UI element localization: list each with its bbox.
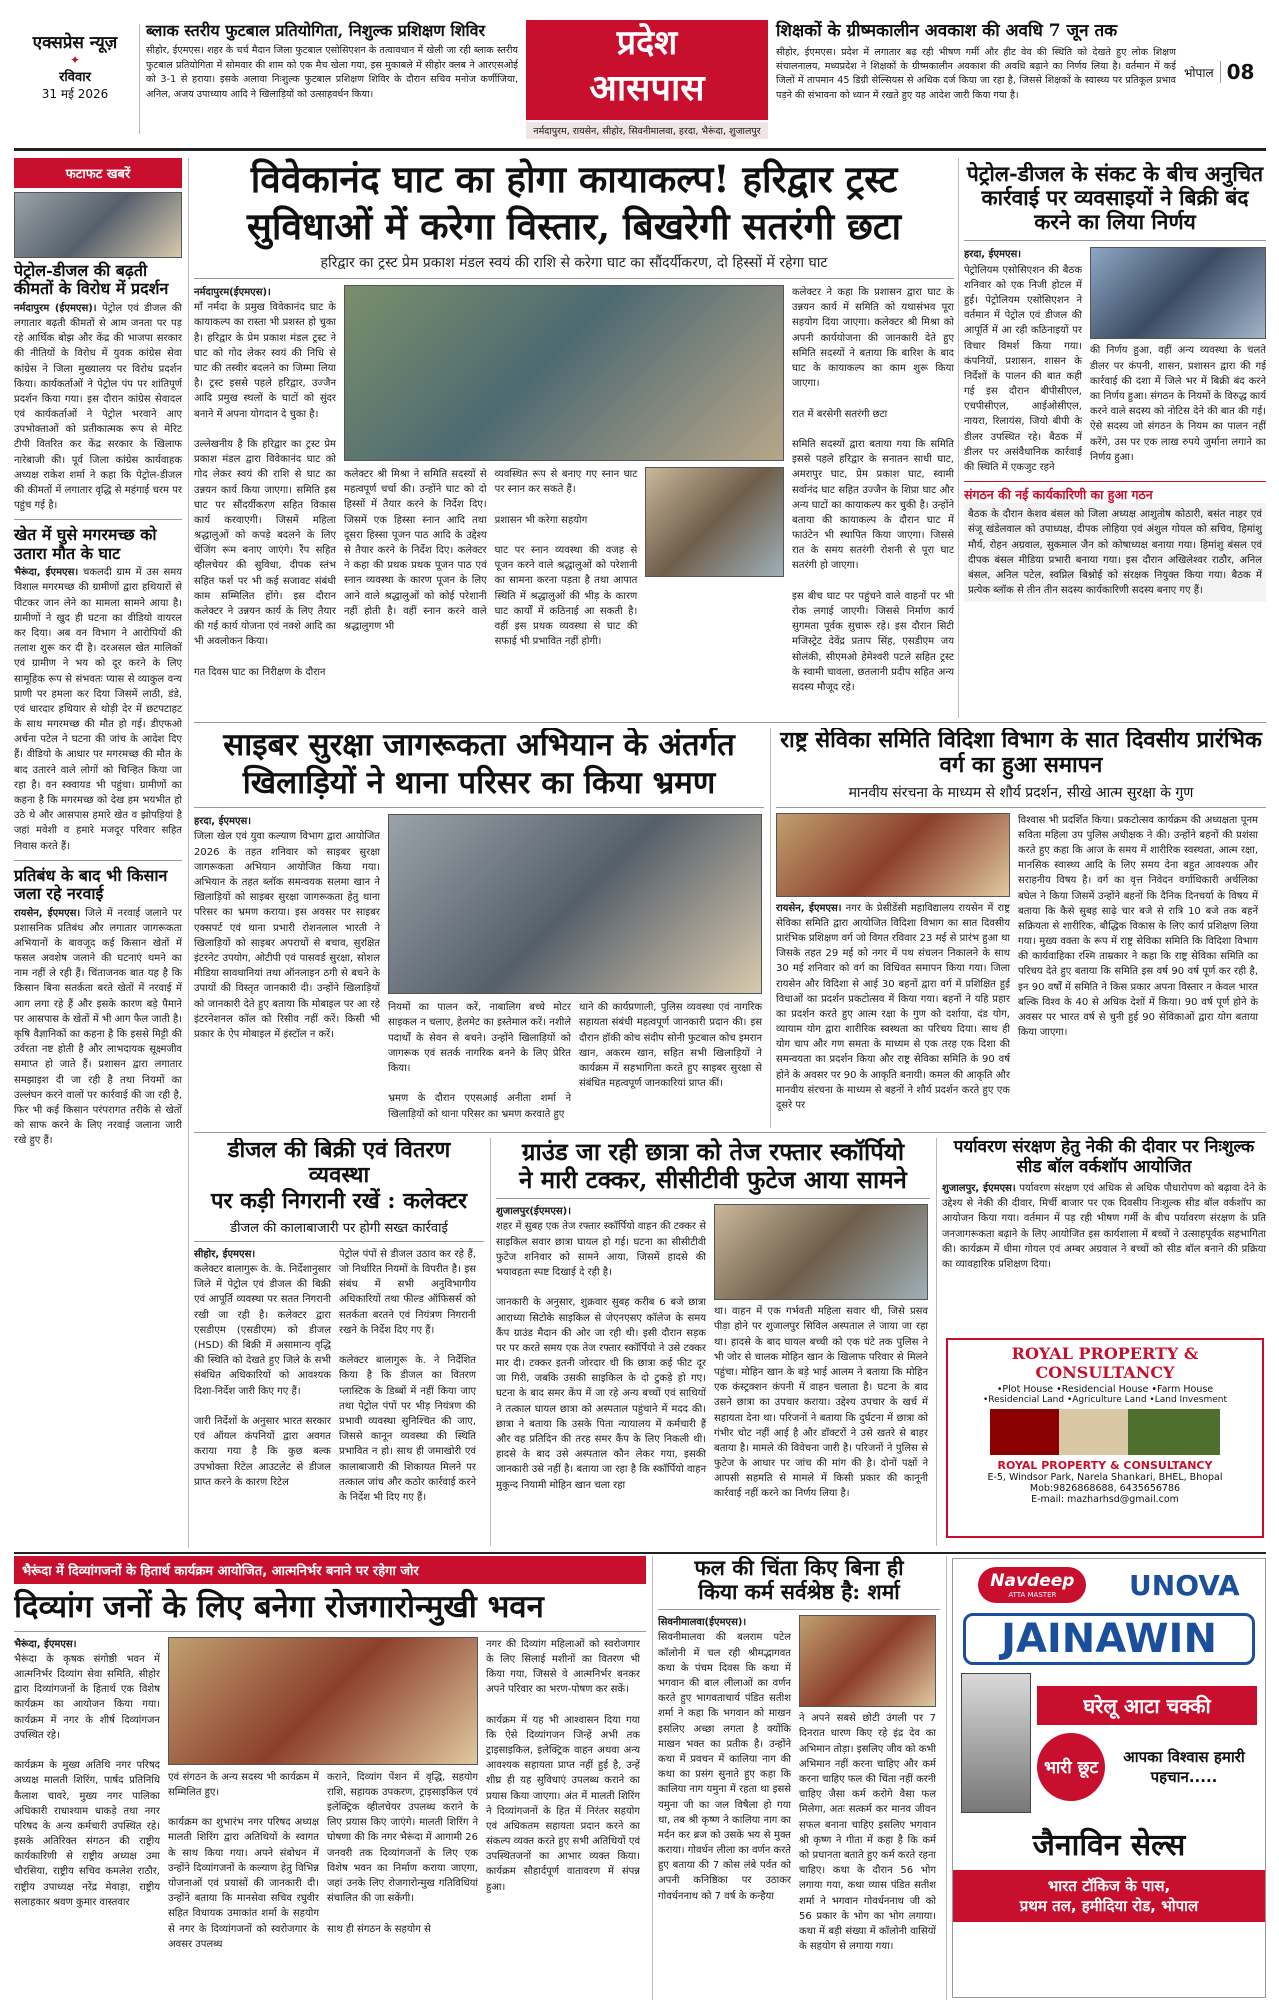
top-left-body: सीहोर, ईएमएस। शहर के चर्च मैदान जिला फुटबाल एसोसिएशन के तत्वावधान में खेली जा रही ब्लाक स्तरीय फुटबाल प्रतियोगिता में सोमवार की शाम को एक मैच खेला गया, इस मुकाबले में सीहोर क्लब ने आरएसओई को 3-1 से हराया। इसके अलावा निःशुल्क फुटबाल प्रशिक्षण शिविर के दौरान सचिव मनोज कर्णीजिया, अनिल, अजय उपाध्याय आदि ने खिलाड़ियों को उत्साहवर्धन किया। (146, 45, 518, 100)
ad2-brand3: JAINAWIN (963, 1613, 1255, 1665)
diesel-title-2: पर कड़ी निगरानी रखें : कलेक्टर (210, 1187, 468, 1214)
divyang-dateline: भैरूंदा, ईएमएस। (14, 1638, 77, 1650)
scorpio-col2: था। वाहन में एक गर्भवती महिला सवार थी, जिसे प्रसव पीड़ा होने पर शुजालपुर सिविल अस्पताल ले जाया जा रहा था। हादसे के बाद घायल बच्ची को एक घंटे तक पुलिस ने भी जोर से चालक मोहिन खान के खिलाफ परिवार से मिलने पहुंचा। मोहिन खान के बड़े भाई आलम ने बताया कि मोहिन एक कंस्ट्रक्शन कंपनी में वाहन चलाता है। घटना के बाद उसने छात्रा का उपचार कराया। उद्देश्य उपचार के खर्च में सहायता देना था। परिजनों ने बताया कि दुर्घटना में छात्रा को गंभीर चोट नहीं आई है और डॉक्टरों ने उसे खतरे से बाहर बताया है। मामले की विवेचना जारी है। परिजनों ने पुलिस से फुटेज के आधार पर जांच की मांग की है। दोनों पक्षों ने आपसी सहमति से मामले में किसी प्रकार की कानूनी कार्रवाई नहीं करने का निर्णय लिया है। (714, 1306, 928, 1500)
s3-dateline: रायसेन, ईएमएस। (14, 907, 81, 919)
paryavaran-story (942, 1138, 1266, 1272)
ad1-line1: •Plot House •Residencial House •Farm House (996, 1384, 1214, 1395)
divyang-col4: नगर की दिव्यांग महिलाओं को स्वरोजगार के लिए सिलाई मशीनों का वितरण भी किया गया, जिससे वे आत्मनिर्भर बनकर अपने परिवार का भरण-पोषण कर सकें। कार्यक्रम में यह भी आश्वासन दिया गया कि ऐसे दिव्यांगजन जिन्हें अभी तक ट्राइसाइकिल, इलेक्ट्रिक वाहन अथवा अन्य आवश्यक सहायता प्राप्त नहीं हुई है, उन्हें शीघ्र ही यह सुविधाएं उपलब्ध कराने का प्रयास किया जाएगा। अंत में मालती शिरिंग ने दिव्यांगजनों के हित में निरंतर सहयोग एवं अधिकतम सहायता प्रदान करने का संकल्प व्यक्त करते हुए सभी अतिथियों एवं उपस्थितजनों का आभार व्यक्त किया। कार्यक्रम सौहार्दपूर्ण वातावरण में संपन्न हुआ। (486, 1638, 640, 1893)
top-right-title: शिक्षकों के ग्रीष्मकालीन अवकाश की अवधि 7 जून तक (776, 21, 1118, 41)
lead-col2: कलेक्टर श्री मिश्रा ने समिति सदस्यों से महत्वपूर्ण चर्चा की। उन्होंने घाट को दो हिस्सों में तैयार करने के निर्देश दिए। जिसमें एक हिस्सा स्नान आदि तथा दूसरा हिस्सा पूजन पाठ आदि के उद्देश्य से तैयार करने के निर्देश दिए। कलेक्टर ने कहा की प्रथक प्रथक पूजन पाठ एवं स्नान व्यवस्था के कारण पूजन के लिए आने वाले श्रद्धालुओं को कोई परेशानी नहीं होती है। वहीं स्नान करने वाले श्रद्धालुगण भी (344, 469, 487, 632)
scorpio-story (496, 1138, 930, 1546)
diesel-col1: कलेक्टर बालागुरू के. के. निर्देशानुसार जिले में पेट्रोल एवं डीजल की बिक्री एवं आपूर्ति व्यवस्था पर सतत निगरानी रखी जा रही है। कलेक्टर द्वारा एसडीएम (एसडीएम) को डीजल (HSD) की बिक्री में असामान्य वृद्धि की स्थिति को देखते हुए जिले के सभी संबंधित अधिकारियों को आवश्यक दिशा-निर्देश जारी किए गए हैं। जारी निर्देशों के अनुसार भारत सरकार एवं ऑयल कंपनियों द्वारा अवगत कराया गया है कि कुछ बल्क उपभोक्ता रिटेल आउटलेट से डीजल प्राप्त करने के कारण रिटेल (194, 1264, 331, 1488)
sevika-deck: मानवीय संरचना के माध्यम से शौर्य प्रदर्शन, सीखे आत्म सुरक्षा के गुण (848, 784, 1194, 801)
top-left-title: ब्लाक स्तरीय फुटबाल प्रतियोगिता, निशुल्क प्रशिक्षण शिविर (146, 21, 486, 40)
building-icon (990, 1409, 1220, 1455)
brand-bottom: आसपास (589, 67, 705, 109)
diesel-deck: डीजल की कालाबाजारी पर होगी सख्त कार्रवाई (230, 1220, 448, 1236)
top-right-body: सीहोर, ईएमएस। प्रदेश में लगातार बढ़ रही भीषण गर्मी और हीट वेव की स्थिति को देखते हुए लोक शिक्षण संचालनालय, मध्यप्रदेश ने शिक्षकों के ग्रीष्मकालीन अवकाश की अवधि बढ़ाने का निर्णय लिया है। वर्तमान में कई जिलों में तापमान 45 डिग्री सेल्सियस से अधिक दर्ज किया जा रहा है, जिससे शिक्षकों के स्वास्थ्य पर प्रतिकूल प्रभाव पड़ने की संभावना को ध्यान में रखते हुए यह आदेश जारी किया गया है। (776, 46, 1176, 101)
ad1-mob: Mob:9826868688, 6435656786 (1029, 1483, 1181, 1494)
top-right-story (776, 22, 1176, 103)
fal-title-1: फल की चिंता किए बिना ही (694, 1556, 904, 1580)
city: भोपाल (1184, 65, 1214, 80)
ad1-line2: •Residencial Land •Agriculture Land •Land Invesment (982, 1395, 1227, 1405)
ad2-chakki: घरेलू आटा चक्की (1037, 1686, 1257, 1725)
petrol-dateline: हरदा, ईएमएस। (964, 249, 1022, 261)
ad1-email: E-mail: mazharhsd@gmail.com (1031, 1494, 1179, 1505)
lead-col1: माँ नर्मदा के प्रमुख विवेकानंद घाट के कायाकल्प का रास्ता भी प्रशस्त हो चुका है। हरिद्वार के प्रेम प्रकाश मंडल ट्रस्ट ने घाट को गोद लेकर स्वयं की निधि से घाट की तस्वीर बदलने का जिम्मा लिया है। ट्रस्ट इससे पहले हरिद्वार, उज्जैन आदि प्रमुख स्थलों के घाटों को सुंदर बनाने में अपना योगदान दे चुका है। उल्लेखनीय है कि हरिद्वार का ट्रस्ट प्रेम प्रकाश मंडल द्वारा विवेकानंद घाट को गोद लेकर स्वयं की राशि से घाट का उन्नयन कार्य किया जाएगा। समिति इस घाट पर सौंदर्यीकरण सहित विकास कार्य करवाएगी। जिसमें महिला श्रद्धालुओं को कपड़े बदलने के लिए चेंजिंग रूम बनाए जाएंगे। रैंप सहित व्हीलचेयर की सुविधा, दीपक स्तंभ सहित फर्श पर भी कई सजावट संबंधी काम सम्मिलित होंगे। इस दौरान कलेक्टर ने उन्नयन कार्य के लिए तैयार की गई कार्य योजना एवं नक्शे आदि का भी अवलोकन किया। गत दिवस घाट का निरीक्षण के दौरान (194, 302, 336, 678)
ad2-chhoot: भारी छूट (1037, 1733, 1105, 1801)
divyang-col3: कराने, दिव्यांग पेंशन में वृद्धि, सहयोग राशि, सहायक उपकरण, ट्राइसाइकिल एवं इलेक्ट्रिक व्हीलचेयर उपलब्ध कराने के लिए प्रयास किए जाएंगे। मालती शिरिंग ने घोषणा की कि नगर भैरूंदा में आगामी 26 जनवरी तक दिव्यांगजनों के लिए एक विशेष भवन का निर्माण कराया जाएगा, जहां उनके लिए रोजगारोन्मुख गतिविधियां संचालित की जा सकेंगी। साथ ही संगठन के सहयोग से (327, 1771, 478, 1935)
cctv-photo (714, 1204, 928, 1300)
sevika-col1: नगर के प्रेसीडेंसी महाविद्यालय रायसेन में राष्ट्र सेविका समिति द्वारा आयोजित विदिशा विभाग का सात दिवसीय प्रारंभिक प्रशिक्षण वर्ग जो विगत रविवार 23 मई से प्रारंभ हुआ था जिसके तहत 29 मई को नगर में पथ संचलन निकालने के साथ 30 मई शनिवार को वर्ग का विधिवत समापन किया गया। जिला रायसेन और विदिशा से आई 30 बहनों द्वारा वर्ग में प्रशिक्षित हुई विधाओं का प्रदर्शन प्रकटोत्सव में किया गया। बहनों ने यहि प्रहार का प्रदर्शन करते हुए आत्म रक्षा के गुण को दर्शाया, दंड योग, व्यायाम योग द्वारा शारीरिक स्वस्थता का परिचय दिया। साथ ही योग चाप और गण समता के माध्यम से एक तरह एक दिशा की समन्वयता का प्रदर्शन किया और राष्ट्र सेविका समिति के 90 वर्ष होने के अवसर पर 90 के आकृति बनायी। कमल की आकृति और मानवीय संरचना के माध्यम से बहनों ने शौर्य प्रदर्शन करते हुए एक दूसरे पर (776, 902, 1010, 1112)
petrol-title: पेट्रोल-डीजल के संकट के बीच अनुचित कार्रवाई पर व्यवसाइयों ने बिक्री बंद करने का लिया निर्णय (966, 162, 1264, 235)
masthead (14, 20, 1266, 144)
page-no: 08 (1226, 60, 1255, 84)
ad-royal-property[interactable] (946, 1338, 1264, 1538)
scorpio-title-1: ग्राउंड जा रही छात्रा को तेज रफ्तार स्कॉर्पियो (521, 1138, 905, 1166)
fatafat-column (14, 158, 182, 1548)
s2-dateline: भैरूंदा, ईएमएस। (14, 567, 79, 579)
s2-body: चकलदी ग्राम में उस समय विशाल मगरमच्छ की ग्रामीणों द्वारा हथियारों से पीटकर जान लेने का मामला सामने आया है। ग्रामीणों ने खुद ही घटना का वीडियो वायरल कर दिया। अब वन विभाग ने आरोपियों की तलाश शुरू कर दी है। दरअसल खेत मालिकों एवं ग्रामीण ने भय को दूर करने के लिए सामूहिक रूप से संभवतः प्यास से व्याकुल वन्य प्राणी पर हमला कर दिया जिसमें लाठी, डंडे, एवं धारदार हथियार से थोड़ी देर में छटपटाहट के साथ मगरमच्छ की मौत हो गई। डीएफओ अर्चना पटेल ने घटना की जांच के आदेश दिए हैं। वीडियो के आधार पर मगरमच्छ की मौत के बाद उतारने वाले लोगों को चिन्हित किया जा रहा है। वन स्क्वायड भी पहुंचा। ग्रामीणों का कहना है कि मगरमच्छ को देख हम भयभीत हो उठे थे और आसपास हमारे खेत व झोपड़ियां है जहां मवेशी व हमारे मजदूर परिवार सहित निवास करते हैं। (14, 567, 182, 852)
ad2-brand1-sub: ATTA MASTER (1008, 1591, 1057, 1599)
brand-block (526, 20, 768, 120)
fal-col2: ने अपने सबसे छोटी उंगली पर 7 दिनरात धारण किए रहे इंद्र देव का अभिमान तोड़ा। इसलिए जीव को कभी अभिमान नहीं करना चाहिए और कर्म करना चाहिए फल की चिंता नहीं करनी चाहिए जैसा कर्म करोगे वैसा फल मिलेगा, अतः सत्कर्म कर मानव जीवन सफल बनाना चाहिए इसलिए भगवान श्री कृष्ण ने गीता में कहा है कि कर्म को प्रधानता बताते हुए कर्म करते रहना चाहिए। कथा के दौरान 56 भोग लगाया गया, कथा व्यास पंडित सतीश शर्मा ने भगवान गोवर्धननाथ जी को 56 प्रकार के भोग का भोग लगाया। कथा में बड़ी संख्या में कॉलोनी वासियों के सहयोग से लगाया गया। (799, 1713, 937, 1953)
s1-body: पेट्रोल एवं डीजल की लगातार बढ़ती कीमतों से आम जनता पर पड़ रहे आर्थिक बोझ और केंद्र की भाजपा सरकार की नीतियों के विरोध में युवक कांग्रेस सेवा कांग्रेस ने जिला मुख्यालय पर विरोध प्रदर्शन किया। कार्यकर्ताओं ने पेट्रोल पंप पर शांतिपूर्ण प्रदर्शन किया गया। इस दौरान कांग्रेस सेवादल एवं कार्यकर्ताओं ने पेट्रोल भरवाने आए उपभोक्ताओं को प्रतीकात्मक रूप से मेरिट टीपी वितरित कर केंद्र सरकार के खिलाफ नारेबाजी की। पूर्व जिला कांग्रेस कार्यवाहक अध्यक्ष राकेश शर्मा ने कहा कि पेट्रोल-डीजल की कीमतों में लगातार वृद्धि से महंगाई चरम पर पहुंच गई है। (14, 302, 182, 512)
ad2-addr1: भारत टॉकिज के पास, (1047, 1877, 1171, 1895)
fatafat-label: फटाफट खबरें (14, 158, 182, 188)
day: रविवार (59, 70, 91, 85)
divyang-col2: एवं संगठन के अन्य सदस्य भी कार्यक्रम में सम्मिलित हुए। कार्यक्रम का शुभारंभ नगर परिषद अध्यक्ष मालती शिरिंग द्वारा अतिथियों के स्वागत के साथ किया गया। अपने संबोधन में उन्होंने दिव्यांगजनों के कल्याण हेतु विभिन्न योजनाओं एवं प्रयासों की जानकारी दी। उन्होंने बताया कि मानसेवा सचिव रघुवीर सहित विधायक उमाकांत शर्मा के सहयोग से नगर के दिव्यांगजनों को स्वरोजगार के अवसर उपलब्ध (168, 1771, 319, 1950)
ad1-addr: E-5, Windsor Park, Narela Shankari, BHEL, Bhopal (987, 1472, 1223, 1483)
cyber-col1: जिला खेल एवं युवा कल्याण विभाग द्वारा आयोजित 2026 के तहत शनिवार को साइबर सुरक्षा जागरूकता अभियान आयोजित किया गया। अभियान के तहत ब्लॉक समन्वयक सलमा खान ने खिलाड़ियों को साइबर सुरक्षा जागरूकता हेतु थाना परिसर का भ्रमण कराया। इस अवसर पर साइबर एक्सपर्ट एवं थाना प्रभारी रोशनलाल भारती ने खिलाड़ियों को साइबर अपराधों से बचाव, सुरक्षित इंटरनेट उपयोग, ओटीपी एवं पासवर्ड सुरक्षा, सोशल मीडिया सावधानियां तथा ऑनलाइन ठगी से बचने के उपायों की विस्तृत जानकारी दी। उन्होंने खिलाड़ियों को जानकारी देते हुए बताया कि मोबाइल पर आ रहे इंटरनेशनल कॉल को रिसीव नहीं करें। किसी भी प्रकार के ऐप मोबाइल में इंस्टॉल न करें। (194, 831, 380, 1040)
sevika-title: राष्ट्र सेविका समिति विदिशा विभाग के सात दिवसीय प्रारंभिक वर्ग का हुआ समापन (780, 728, 1262, 779)
lead-col4: कलेक्टर ने कहा कि प्रशासन द्वारा घाट के उन्नयन कार्य में समिति को यथासंभव पूरा सहयोग दिया जाएगा। कलेक्टर श्री मिश्रा को अपनी कार्ययोजना की जानकारी देते हुए समिति सदस्यों ने बताया कि बारिश के बाद घाट के कायाकल्प का काम शुरू किया जाएगा। रात में बरसेगी सतरंगी छटा समिति सदस्यों द्वारा बताया गया कि समिति इससे पहले हरिद्वार के सनातन साधी घाट, अमरापुर घाट, प्रेम प्रकाश घाट, स्वामी सर्वानंद घाट सहित उज्जैन के शिप्रा घाट और अन्य घाटों का कायाकल्प कर चुकी है। उन्होंने बताया की कायाकल्प के दौरान घाट में फाउंटेन भी स्थापित किया जाएगा। जिससे रात के समय सतरंगी रोशनी से पूरा घाट सतरंगी हो जाएगा। इस बीच घाट पर पहुंचने वाले वाहनों पर भी रोक लगाई जाएगी। जिससे निर्माण कार्य सुगमता पूर्वक सुचारू रहे। इस दौरान सिटी मजिस्ट्रेट देवेंद्र प्रताप सिंह, एसडीएम जय सोलंकी, सीएमओ हेमेश्वरी पटले सहित ट्रस्ट के स्वामी चावला, छतलानी प्रदीप सहित अन्य सदस्य मौजूद रहे। (792, 287, 954, 693)
cyber-dateline: हरदा, ईएमएस। (194, 816, 252, 828)
petrol-sub: संगठन की नई कार्यकारिणी का हुआ गठन (964, 481, 1266, 503)
sevika-story (776, 728, 1266, 1128)
diesel-story (194, 1138, 484, 1546)
divyang-photo (168, 1637, 478, 1765)
diesel-dateline: सीहोर, ईएमएस। (194, 1248, 256, 1260)
s1-dateline: नर्मदापुरम (ईएमएस)। (14, 302, 97, 314)
ad1-title: ROYAL PROPERTY & CONSULTANCY (1011, 1344, 1199, 1382)
scorpio-col1: शहर में सुबह एक तेज रफ्तार स्कॉर्पियो वाहन की टक्कर से साइकिल सवार छात्रा घायल हो गई। घटना का सीसीटीवी फुटेज शनिवार को सामने आया, जिसमें हादसे की भयावहता स्पष्ट दिखाई दे रही है। जानकारी के अनुसार, शुक्रवार सुबह करीब 6 बजे छात्रा आराध्या सिटोके साइकिल से जेएनएसए कॉलेज के समय कैंप ग्राउंड मैदान की ओर जा रही थी। इसी दौरान सड़क पर पर करते समय एक तेज रफ्तार स्कॉर्पियो ने उसे टक्कर मार दी। टक्कर इतनी जोरदार थी कि छात्रा कई फीट दूर जा गिरी, जबकि उसकी साइकिल के दो टुकड़े हो गए। घटना के बाद समर केंप में जा रहे अन्य बच्चों एवं साथियों ने तत्काल घायल छात्रा को अस्पताल पहुंचाने में मदद की। छात्रा ने बताया कि उसके पिता न्यायालय में कर्मचारी हैं और वह प्रतिदिन की तरह समर कैंप के लिए निकली थी। हादसे के बाद उसे अस्पताल कौन लेकर गया, इसकी जानकारी उसे नहीं है। बताया जा रहा है कि स्कॉर्पियो वाहन मुकुन्द नियामी मोहिन खान चला रहा (496, 1221, 706, 1491)
s3-body: जिले में नरवाई जलाने पर प्रशासनिक प्रतिबंध और लगातार जागरूकता अभियानों के बावजूद कई किसान खेतों में फसल अवशेष जलाने की घटनाएं थमने का नाम नहीं ले रही हैं। चिंताजनक बात यह है कि किसान बिना सतर्कता बरते खेतों में नरवाई में आग लगा रहे हैं और इसके कारण बड़े पैमाने पर आसपास के खेतों में भी आग फैल जाती है। कृषि वैज्ञानिकों का कहना है कि इससे मिट्टी की उर्वरता नष्ट होती है और लाभदायक सूक्ष्मजीव समाप्त हो जाते हैं। प्रशासन द्वारा लगातार समझाइश दी जा रही है तथा नियमों का उल्लंघन करने वालों पर कार्रवाई की जा रही है, फिर भी कई किसान परंपरागत तरीके से खेतों को साफ करने के लिए नरवाई जलाना जारी रखे हुए हैं। (14, 907, 182, 1147)
ornament-icon: ✦ (69, 53, 81, 67)
top-left-story (146, 22, 518, 102)
s2-title: खेत में घुसे मगरमच्छ को उतारा मौत के घाट (14, 525, 157, 563)
paryavaran-body: पर्यावरण संरक्षण एवं अधिक से अधिक पौधारोपण को बढ़ावा देने के उद्देश्य से नेकी की दीवार, मिर्ची बाजार पर एक दिवसीय निःशुल्क सीड बॉल वर्कशॉप का आयोजन किया गया। वर्तमान में पड़ रही भीषण गर्मी के बीच पर्यावरण संरक्षण के प्रति जनजागरूकता बढ़ाने के लिए आयोजित इस कार्यशाला में बच्चों ने उत्साहपूर्वक सहभागिता की। कार्यक्रम में धीमा गोयल एवं अम्बर अग्रवाल ने बच्चों को सीड बॉल बनाने की प्रक्रिया का व्यावहारिक प्रशिक्षण दिया। (942, 1183, 1267, 1271)
lead-title-2: सुविधाओं में करेगा विस्तार, बिखरेगी सतरंगी छटा (246, 203, 902, 248)
fal-title-2: किया कर्म सर्वश्रेष्ठ है: शर्मा (698, 1579, 900, 1605)
sevika-dateline: रायसेन, ईएमएस। (776, 902, 842, 914)
cyber-title-1: साइबर सुरक्षा जागरूकता अभियान के अंतर्गत (223, 728, 735, 763)
katha-photo (799, 1615, 936, 1707)
sevika-photo (776, 813, 1010, 897)
petrol-story (964, 162, 1266, 718)
s3-title: प्रतिबंध के बाद भी किसान जला रहे नरवाई (14, 865, 168, 904)
divyang-title: दिव्यांग जनों के लिए बनेगा रोजगारोन्मुखी भवन (14, 1589, 544, 1625)
cyber-col2: नियमों का पालन करें, नाबालिग बच्चे मोटर साइकल न चलाए, हेलमेट का इस्तेमाल करें। नशीले पदार्थों के सेवन से बचने। उन्होंने खिलाड़ियों को जागरूक एवं सतर्क नागरिक बनने के लिए प्रेरित किया। भ्रमण के दौरान एएसआई अनीता शर्मा ने खिलाड़ियों को थाना परिसर का भ्रमण करवाते हुए (388, 1002, 571, 1120)
navdeep-logo (978, 1567, 1086, 1603)
divyang-story (14, 1556, 646, 2000)
cyber-title-2: खिलाड़ियों ने थाना परिसर का किया भ्रमण (242, 764, 716, 801)
chakki-machine-icon (961, 1673, 1031, 1813)
date: 31 मई 2026 (41, 87, 109, 101)
cyber-col3: थाने की कार्यप्रणाली, पुलिस व्यवस्था एवं नागरिक सहायता संबंधी महत्वपूर्ण जानकारी प्रदान की। इस दौरान हॉकी कोच संदीप सोनी फुटबाल कोच इमरान खान, अकरम खान, सहित सभी खिलाड़ियों ने कार्यक्रम में सहभागिता करते हुए साइबर सुरक्षा से संबंधित महत्वपूर्ण जानकारियां प्राप्त कीं। (579, 1002, 762, 1090)
divyang-col1: भैरूंदा के कृषक संगोष्ठी भवन में आत्मनिर्भर दिव्यांग सेवा समिति, सीहोर द्वारा दिव्यांगजनों के हितार्थ एक विशेष कार्यक्रम का आयोजन किया गया। कार्यक्रम में नगर के शीर्ष दिव्यांगजन उपस्थित रहे। कार्यक्रम के मुख्य अतिथि नगर परिषद अध्यक्ष मालती शिरिंग, पार्षद प्रतिनिधि कैलाश चावरे, मुख्य नगर पालिका अधिकारी राधाश्याम धाकड़े तथा नगर परिषद के अन्य कर्मचारी उपस्थित रहे। इसके अतिरिक्त संगठन की राष्ट्रीय कार्यकारिणी से राष्ट्रीय अध्यक्ष उमा चौरसिया, राष्ट्रीय सचिव कमलेश राठौर, राष्ट्रीय उपाध्यक्ष नरेंद्र मेवाड़ा, राष्ट्रीय सलाहकार श्रवण कुमार वास्तवार (14, 1653, 160, 1908)
paper-name: एक्सप्रेस न्यूज़ (32, 33, 118, 53)
petrol-col2: की निर्णय हुआ, वहीं अन्य व्यवस्था के चलते डीलर पर कंपनी, शासन, प्रशासन द्वारा की गई कार्रवाई की दशा में जिले भर में बिक्री बंद करने का निर्णय हुआ। संगठन के नियमों के विरुद्ध कार्य करने वाले सदस्य को नोटिस देने की बात की गई। ऐसे सदस्य जो संगठन के नियम का पालन नहीं करेंगे, उस पर एक लाख रुपये जुर्माना लगाने का निर्णय हुआ। (1090, 345, 1266, 463)
ad2-sales: जैनाविन सेल्स (1032, 1828, 1186, 1863)
page-number (1184, 60, 1266, 84)
cyber-photo (388, 814, 762, 994)
petrol-sub-body: बैठक के दौरान केशव बंसल को जिला अध्यक्ष आशुतोष कोठारी, बसंत नाहर एवं संजू खंडेलवाल को उपाध्यक्ष, दीपक लोहिया एवं अंशुल गोयल को सचिव, हिमांशु मौर्य, रोहन अग्रवाल, सुकमाल जैन को कोषाध्यक्ष बनाया गया। हिमांशु बंसल एवं दीपक बंसल मीडिया प्रभारी बनाया गया। इस दौरान अखिलेश्वर राठौर, अनिल बंसल, अनिल पटेल, स्वप्निल बिश्नोई को संरक्षक नियुक्त किया गया। बैठक में प्रत्येक ब्लॉक से तीन तीन सदस्य कार्यकारिणी सदस्य बनाए गए हैं। (964, 503, 1266, 602)
lead-dateline: नर्मदापुरम(ईएमएस)। (194, 287, 271, 299)
ad2-addr2: प्रथम तल, हमीदिया रोड, भोपाल (1019, 1897, 1199, 1915)
protest-photo (14, 192, 182, 258)
district-strip: नर्मदापुरम, रायसेन, सीहोर, सिवनीमालवा, हरदा, भैरूंदा, शुजालपुर (526, 122, 768, 139)
scorpio-title-2: ने मारी टक्कर, सीसीटीवी फुटेज आया सामने (519, 1164, 907, 1194)
scorpio-dateline: शुजालपुर(ईएमएस)। (496, 1206, 572, 1218)
paper-info (20, 30, 130, 102)
ad2-brand1: Navdeep (990, 1571, 1075, 1591)
divyang-kicker: भैरूंदा में दिव्यांगजनों के हितार्थ कार्यक्रम आयोजित, आत्मनिर्भर बनाने पर रहेगा जोर (14, 1556, 646, 1584)
diesel-title-1: डीजल की बिक्री एवं वितरण व्यवस्था (227, 1138, 451, 1189)
ad-jainawin[interactable] (952, 1558, 1266, 1998)
ghat-photo (344, 285, 784, 461)
meeting-photo (1090, 247, 1266, 339)
ad1-sub: ROYAL PROPERTY & CONSULTANCY (997, 1459, 1213, 1472)
ghat-photo-small (645, 467, 784, 577)
diesel-col2: पेट्रोल पंपों से डीजल उठाव कर रहे हैं, जो निर्धारित नियमों के विपरीत है। इस संबंध में सभी अनुविभागीय अधिकारियों तथा फील्ड ऑफिसर्स को सतर्कता बरतने एवं नियंत्रण निगरानी रखने के निर्देश दिए गए हैं। कलेक्टर बालागुरू के. ने निर्देशित किया है कि डीजल का वितरण प्लास्टिक के डिब्बों में नहीं किया जाए तथा पेट्रोल पंपों पर भीड़ नियंत्रण की प्रभावी व्यवस्था सुनिश्चित की जाए, जिससे कानून व्यवस्था की स्थिति प्रभावित न हो। साथ ही जमाखोरी एवं कालाबाजारी की शिकायत मिलने पर तत्काल जांच और कठोर कार्रवाई करने के निर्देश भी दिए गए हैं। (339, 1248, 476, 1503)
ad2-brand2: UNOVA (1129, 1568, 1240, 1602)
fal-story (658, 1556, 940, 2000)
fal-dateline: सिवनीमालवा(ईएमएस)। (658, 1617, 747, 1629)
paryavaran-dateline: शुजालपुर, ईएमएस। (942, 1183, 1016, 1195)
lead-story (194, 158, 954, 718)
sevika-col2: विश्वास भी प्रदर्शित किया। प्रकटोत्सव कार्यक्रम की अध्यक्षता पूनम सविता महिला उप पुलिस अधीक्षक ने की। उन्होंने बहनों की प्रशंसा करते हुए कहा कि आज के समय में शारीरिक स्वस्थता, आत्म रक्षा, मानसिक स्वास्थ्य आदि के लिए समय देना बहुत आवश्यक और सराहनीय विषय है। वर्ग का वृत्त निवेदन वर्गाधिकारी अर्चलिका बघेल ने किया जिसमें उन्होंने बहनों कि दैनिक दिनचर्या के विषय में बताया कि कैसे सुबह साढ़े चार बजे से रात्रि 10 बजे तक बहनें सक्रियता से शारीरिक, बौद्धिक विकास के लिए कार्य प्रशिक्षण लिया गया। मुख्य वक्ता के रूप में राष्ट्र सेविका समिति कि विदिशा विभाग की कार्यवाहिका रश्मि ताम्रकार ने कहा कि राष्ट्र सेविका समिति का परिचय देते हुए बताया कि समिति इस वर्ष 90 वर्ष पूर्ण कर रही है, इन 90 वर्षों में समिति ने किस प्रकार अपना विस्तार न केवल भारत बल्कि विश्व के 40 से अधिक देशों में किया। 90 वर्ष पूर्ण होने के अवसर पर भारत वर्ष से चुनी हुई 90 सेविकाओं द्वारा योग बताया किया जाएगा। (1018, 814, 1258, 1039)
s1-title: पेट्रोल-डीजल की बढ़ती कीमतों के विरोध में प्रदर्शन (14, 261, 169, 299)
lead-col3: व्यवस्थित रूप से बनाए गए स्नान घाट पर स्नान कर सकते हैं। प्रशासन भी करेगा सहयोग घाट पर स्नान व्यवस्था की वजह से पूजन करने वाले श्रद्धालुओं को परेशानी का सामना करना पड़ता है तथा आपात स्थिति में श्रद्धालुओं की भीड़ के कारण घाट कार्यों में कठिनाई आ सकती है। वहीं इस प्रथक व्यवस्था से घाट की सफाई भी प्रभावित नहीं होगी। (494, 469, 638, 648)
ad2-vishwas: आपका विश्वास हमारी पहचान..... (1123, 1747, 1245, 1786)
paryavaran-title: पर्यावरण संरक्षण हेतु नेकी की दीवार पर निःशुल्क सीड बॉल वर्कशॉप आयोजित (953, 1137, 1255, 1177)
lead-deck: हरिद्वार का ट्रस्ट प्रेम प्रकाश मंडल स्वयं की राशि से करेगा घाट का सौंदर्यीकरण, दो हिस्सों में रहेगा घाट (320, 255, 828, 272)
lead-title-1: विवेकानंद घाट का होगा कायाकल्प! हरिद्वार ट्रस्ट (250, 158, 898, 201)
cyber-story (194, 728, 764, 1128)
brand-top: प्रदेश (616, 23, 678, 63)
fal-col1: सिवनीमालवा की बलराम पटेल कॉलोनी में चल रही श्रीमद्भागवत कथा के पंचम दिवस कि कथा में भगवान की बाल लीलाओं का वर्णन करते हुए भागवताचार्य पंडित सतीश शर्मा ने कहा कि भगवान को माखन इसलिए अच्छा लगता है क्योंकि माखन भक्त का प्रतीक है। उन्होंने कथा में प्रवचन में कालिया नाग की कथा का प्रसंग सुनाते हुए कहा कि कालिया नाग यमुना में रहता था इससे यमुना जी का जल विषैला हो गया था, तब श्री कृष्ण ने कालिया नाग का मर्दन कर ब्रज को उसके भय से मुक्त कराया। गोवर्धन लीला का वर्णन करते हुए बताया की 7 कोस लंबे पर्वत को अपनी कनिष्ठिका पर उठाकर गोवर्धननाथ को 7 वर्ष के कन्हैया (658, 1632, 791, 1902)
petrol-col1: पेट्रोलियम एसोसिएशन की बैठक शनिवार को एक निजी होटल में हुई। पेट्रोलियम एसोसिएशन ने वर्तमान में पेट्रोल एवं डीजल की आपूर्ति में आ रही कठिनाइयों पर विचार विमर्श किया गया। कंपनियों, प्रशासन, शासन के निर्देशों के पालन की बात कही गई इस दौरान बीपीसीएल, एचपीसीएल, आईओसीएल, नायरा, रिलायंस, जियो बीपी के डीलर उपस्थित रहे। बैठक में डीलर पर असंवैधानिक कार्रवाई की स्थिति में एकजुट रहने (964, 264, 1082, 474)
